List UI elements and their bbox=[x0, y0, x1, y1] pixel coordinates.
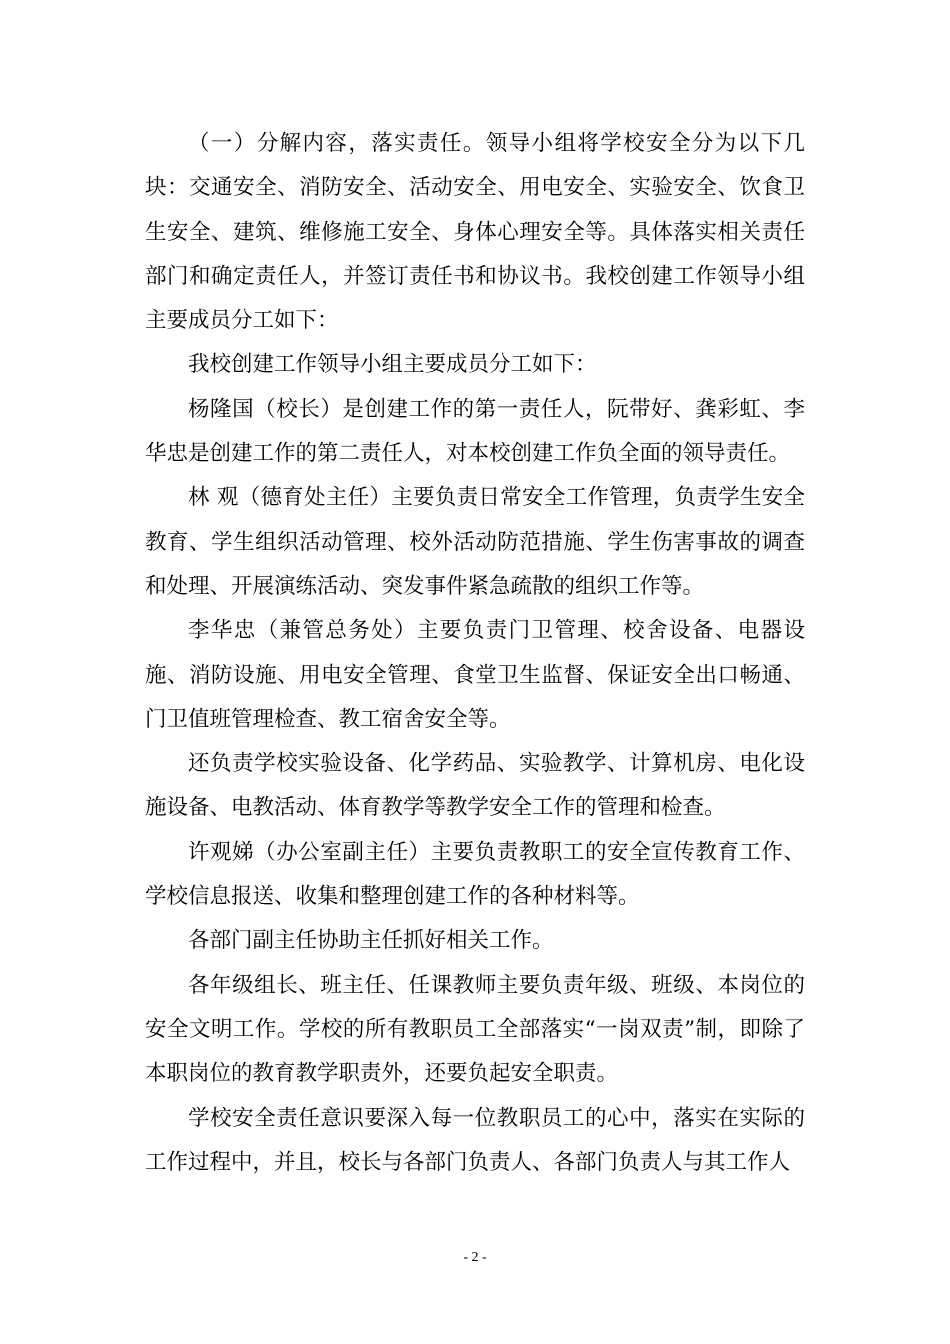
paragraph-safety-awareness: 学校安全责任意识要深入每一位教职员工的心中，落实在实际的工作过程中，并且，校长与各部门负责人、各部门负责人与其工作人 bbox=[145, 1105, 805, 1175]
paragraph-moral-education-director: 林 观（德育处主任）主要负责日常安全工作管理，负责学生安全教育、学生组织活动管理、校外活动防范措施、学生伤害事故的调查和处理、开展演练活动、突发事件紧急疏散的组织工作等。 bbox=[145, 485, 805, 599]
paragraph-general-affairs: 李华忠（兼管总务处）主要负责门卫管理、校舍设备、电器设施、消防设施、用电安全管理、食堂卫生监督、保证安全出口畅通、门卫值班管理检查、教工宿舍安全等。 bbox=[145, 618, 805, 732]
page-number: - 2 - bbox=[463, 1250, 487, 1265]
paragraph-division-of-responsibility: （一）分解内容，落实责任。领导小组将学校安全分为以下几块：交通安全、消防安全、活动安全、用电安全、实验安全、饮食卫生安全、建筑、维修施工安全、身体心理安全等。具体落实相关责任部门和确定责任人，并签订责任书和协议书。我校创建工作领导小组主要成员分工如下： bbox=[145, 131, 805, 334]
paragraph-office-deputy: 许观娣（办公室副主任）主要负责教职工的安全宣传教育工作、学校信息报送、收集和整理创建工作的各种材料等。 bbox=[145, 839, 805, 910]
paragraph-principal-responsibility: 杨隆国（校长）是创建工作的第一责任人，阮带好、龚彩虹、李华忠是创建工作的第二责任人，对本校创建工作负全面的领导责任。 bbox=[145, 396, 805, 467]
paragraph-lab-equipment: 还负责学校实验设备、化学药品、实验教学、计算机房、电化设施设备、电教活动、体育教学等教学安全工作的管理和检查。 bbox=[145, 751, 805, 821]
paragraph-teachers-duty: 各年级组长、班主任、任课教师主要负责年级、班级、本岗位的安全文明工作。学校的所有教职员工全部落实“一岗双责”制，即除了本职岗位的教育教学职责外，还要负起安全职责。 bbox=[145, 972, 805, 1087]
paragraph-deputy-directors: 各部门副主任协助主任抓好相关工作。 bbox=[188, 928, 554, 954]
paragraph-members-intro: 我校创建工作领导小组主要成员分工如下： bbox=[188, 352, 597, 378]
document-body bbox=[145, 122, 805, 1185]
